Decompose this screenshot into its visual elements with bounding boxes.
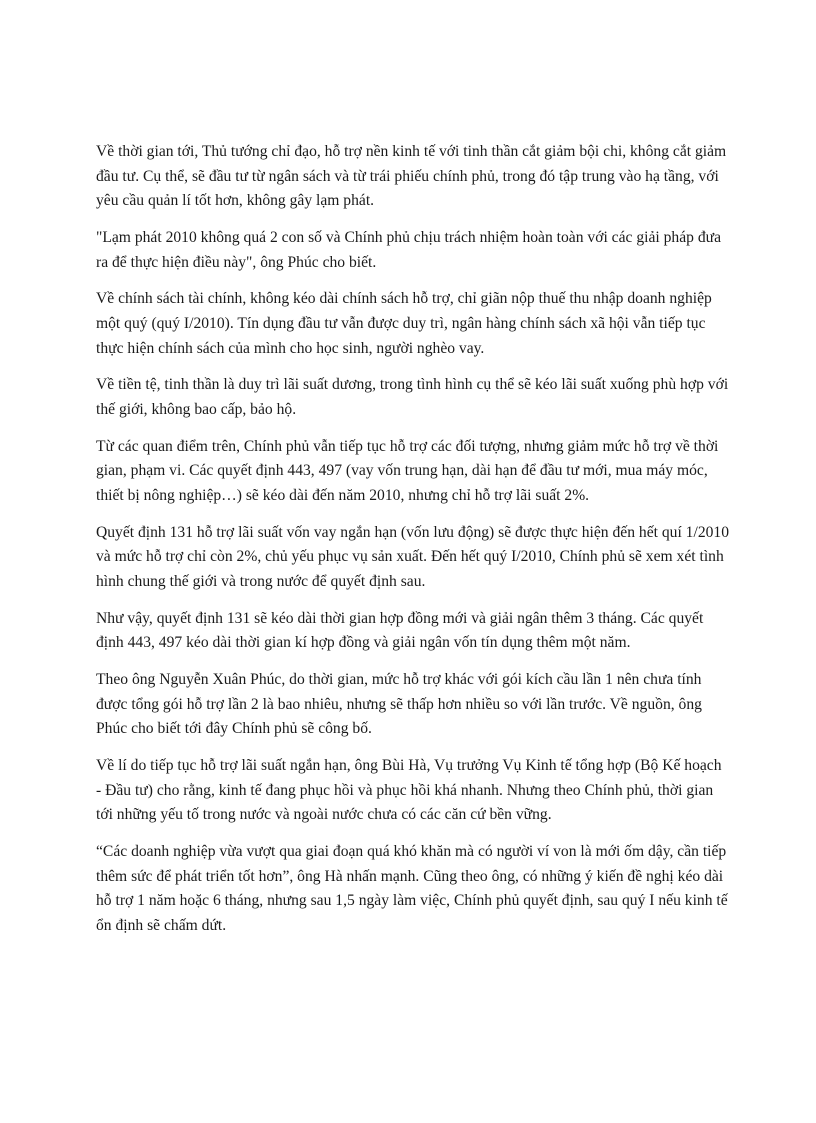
paragraph-9: Về lí do tiếp tục hỗ trợ lãi suất ngắn hạn, ông Bùi Hà, Vụ trưởng Vụ Kinh tế tổng hợp (Bộ Kế hoạch - Đầu tư) cho rằng, kinh tế đang phục hồi và phục hồi khá nhanh. Nhưng theo Chính phủ, thời gian tới những yếu tố trong nước và ngoài nước chưa có các căn cứ bền vững. [96,756,722,824]
paragraph-7: Như vậy, quyết định 131 sẽ kéo dài thời gian hợp đồng mới và giải ngân thêm 3 tháng. Các quyết định 443, 497 kéo dài thời gian kí hợp đồng và giải ngân vốn tín dụng thêm một năm. [96,609,704,652]
paragraph-6: Quyết định 131 hỗ trợ lãi suất vốn vay ngắn hạn (vốn lưu động) sẽ được thực hiện đến hết quí 1/2010 và mức hỗ trợ chỉ còn 2%, chủ yếu phục vụ sản xuất. Đến hết quý I/2010, Chính phủ sẽ xem xét tình hình chung thế giới và trong nước để quyết định sau. [96,523,730,590]
paragraph-3: Về chính sách tài chính, không kéo dài chính sách hỗ trợ, chỉ giãn nộp thuế thu nhập doanh nghiệp một quý (quý I/2010). Tín dụng đầu tư vẫn được duy trì, ngân hàng chính sách xã hội vẫn tiếp tục thực hiện chính sách của mình cho học sinh, người nghèo vay. [96,290,712,357]
paragraph-1: Về thời gian tới, Thủ tướng chỉ đạo, hỗ trợ nền kinh tế với tinh thần cắt giảm bội chi, không cắt giảm đầu tư. Cụ thể, sẽ đầu tư từ ngân sách và từ trái phiếu chính phủ, trong đó tập trung vào hạ tầng, với yêu cầu quản lí tốt hơn, không gây lạm phát. [96,143,727,210]
paragraph-5: Từ các quan điểm trên, Chính phủ vẫn tiếp tục hỗ trợ các đối tượng, nhưng giảm mức hỗ trợ về thời gian, phạm vi. Các quyết định 443, 497 (vay vốn trung hạn, dài hạn để đầu tư mới, mua máy móc, thiết bị nông nghiệp…) sẽ kéo dài đến năm 2010, nhưng chỉ hỗ trợ lãi suất 2%. [96,437,719,504]
paragraph-8: Theo ông Nguyễn Xuân Phúc, do thời gian, mức hỗ trợ khác với gói kích cầu lần 1 nên chưa tính được tổng gói hỗ trợ lần 2 là bao nhiêu, nhưng sẽ thấp hơn nhiều so với lần trước. Về nguồn, ông Phúc cho biết tới đây Chính phủ sẽ công bố. [96,671,702,738]
document-body [96,140,730,951]
paragraph-10: “Các doanh nghiệp vừa vượt qua giai đoạn quá khó khăn mà có người ví von là mới ốm dậy, cần tiếp thêm sức để phát triển tốt hơn”, ông Hà nhấn mạnh. Cũng theo ông, có những ý kiến đề nghị kéo dài hỗ trợ 1 năm hoặc 6 tháng, nhưng sau 1,5 ngày làm việc, Chính phủ quyết định, sau quý I nếu kinh tế ổn định sẽ chấm dứt. [96,842,728,934]
paragraph-2: "Lạm phát 2010 không quá 2 con số và Chính phủ chịu trách nhiệm hoàn toàn với các giải pháp đưa ra để thực hiện điều này", ông Phúc cho biết. [96,228,722,271]
paragraph-4: Về tiền tệ, tinh thần là duy trì lãi suất dương, trong tình hình cụ thể sẽ kéo lãi suất xuống phù hợp với thế giới, không bao cấp, bảo hộ. [96,376,729,418]
